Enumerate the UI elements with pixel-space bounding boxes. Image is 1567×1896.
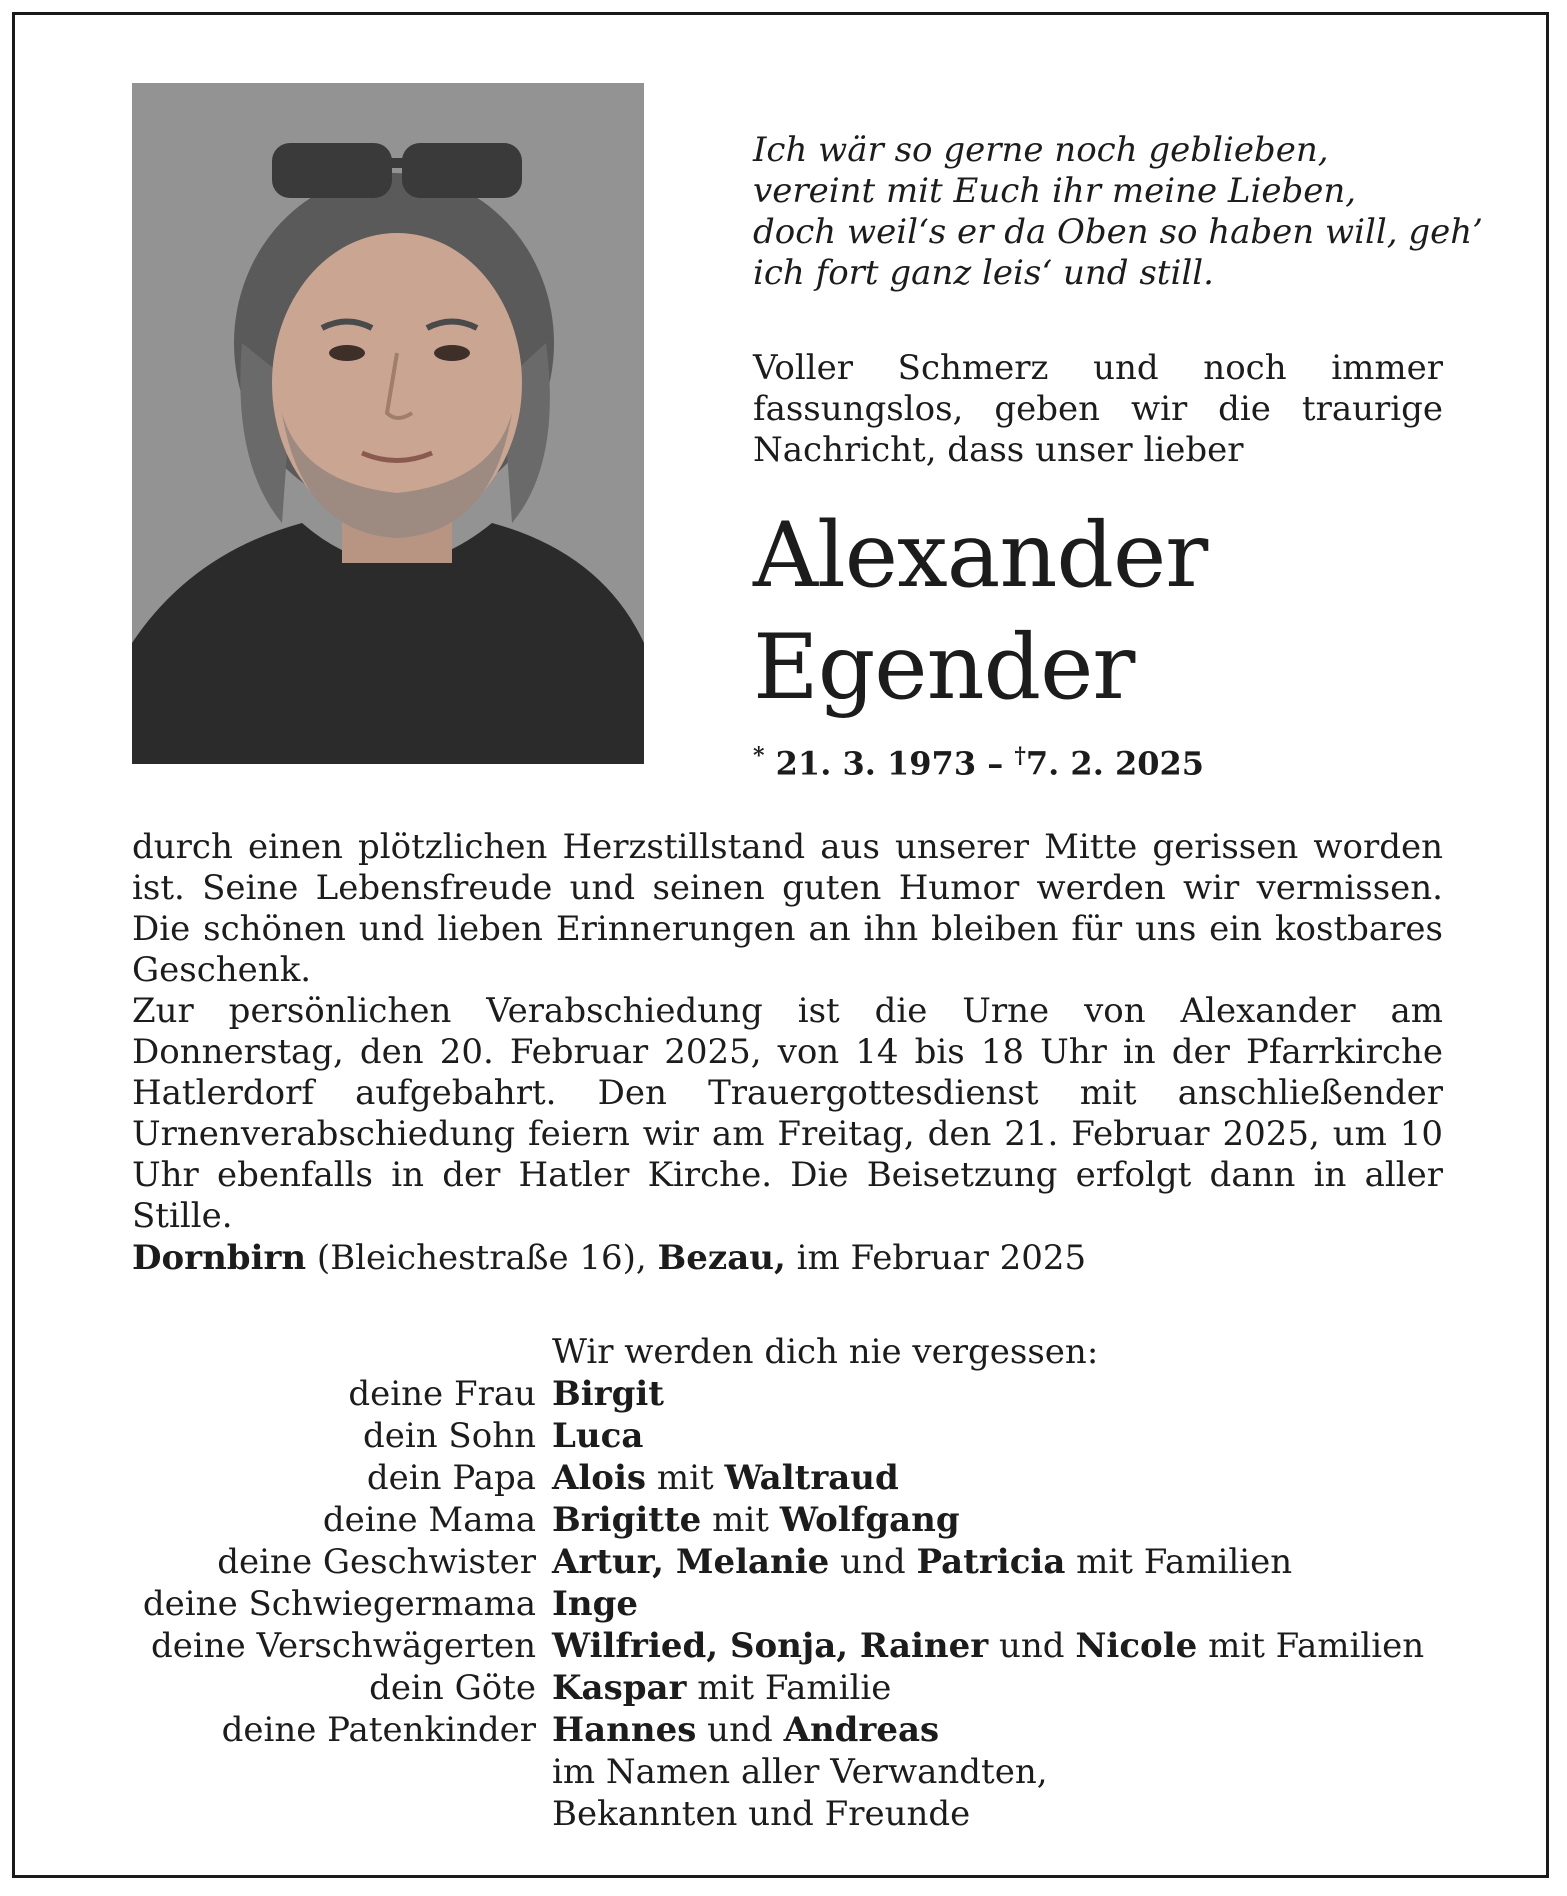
first-name: Alexander — [753, 503, 1208, 608]
poem-line: Ich wär so gerne noch geblieben, — [753, 130, 1329, 170]
closing-row — [132, 1751, 1452, 1793]
family-row — [132, 1709, 1452, 1751]
death-symbol: † — [1014, 743, 1026, 769]
birth-symbol: * — [753, 743, 765, 769]
intro-text: Voller Schmerz und noch immer fassungslos, geben wir die traurige Nachricht, dass unser lieber — [753, 348, 1443, 470]
family-row — [132, 1625, 1452, 1667]
portrait-photo — [132, 83, 644, 764]
poem — [753, 130, 1483, 294]
family-heading: Wir werden dich nie vergessen: — [552, 1332, 1099, 1372]
relation-label: dein Göte — [369, 1668, 536, 1708]
deceased-name — [753, 500, 1207, 724]
family-name: Birgit — [552, 1374, 664, 1414]
life-dates — [753, 743, 1204, 783]
poem-line: vereint mit Euch ihr meine Lieben, — [753, 171, 1357, 211]
family-name: Wolfgang — [779, 1500, 960, 1540]
family-name: Kaspar — [552, 1668, 687, 1708]
closing-line: Bekannten und Freunde — [552, 1794, 971, 1834]
closing-row — [132, 1793, 1452, 1835]
body-paragraph-2: Zur persönlichen Verabschiedung ist die Urne von Alexander am Donnerstag, den 20. Februar 2025, von 14 bis 18 Uhr in der Pfarrkirche Hatlerdorf aufgebahrt. Den Trauergottesdienst mit anschließender Urnenverabschiedung feiern wir am Freitag, den 21. Februar 2025, um 10 Uhr ebenfalls in der Hatler Kirche. Die Beisetzung erfolgt dann in aller Stille. — [132, 991, 1443, 1236]
family-row — [132, 1667, 1452, 1709]
connector-text: mit Familien — [1197, 1626, 1425, 1666]
address: (Bleichestraße 16), — [306, 1238, 658, 1278]
family-name: Artur, Melanie — [552, 1542, 830, 1582]
family-row — [132, 1541, 1452, 1583]
connector-text: mit — [646, 1458, 725, 1498]
poem-line: doch weil‘s er da Oben so haben will, geh’ — [753, 212, 1483, 252]
relation-label: deine Patenkinder — [221, 1710, 536, 1750]
body-text — [132, 827, 1443, 1237]
connector-text: und — [988, 1626, 1076, 1666]
connector-text: mit Familien — [1065, 1542, 1293, 1582]
poem-line: ich fort ganz leis‘ und still. — [753, 253, 1214, 293]
relation-label: deine Verschwägerten — [151, 1626, 536, 1666]
date-separator: – — [976, 744, 1015, 783]
family-name: Alois — [552, 1458, 647, 1498]
family-name: Luca — [552, 1416, 644, 1456]
portrait-illustration — [132, 83, 644, 764]
birth-date: 21. 3. 1973 — [775, 744, 977, 783]
place-date-line — [132, 1238, 1086, 1279]
family-heading-row — [132, 1331, 1452, 1373]
body-paragraph-1: durch einen plötzlichen Herzstillstand aus unserer Mitte gerissen worden ist. Seine Lebensfreude und seinen guten Humor werden wir vermissen. Die schönen und lieben Erinnerungen an ihn bleiben für uns ein kostbares Geschenk. — [132, 827, 1443, 990]
family-row — [132, 1415, 1452, 1457]
family-row — [132, 1499, 1452, 1541]
relation-label: deine Schwiegermama — [142, 1584, 536, 1624]
relation-label: deine Mama — [322, 1500, 536, 1540]
last-name: Egender — [753, 615, 1135, 720]
family-list — [132, 1331, 1452, 1835]
family-row — [132, 1373, 1452, 1415]
family-row — [132, 1457, 1452, 1499]
family-name: Inge — [552, 1584, 639, 1624]
obituary-page — [12, 12, 1549, 1878]
family-row — [132, 1583, 1452, 1625]
relation-label: dein Papa — [366, 1458, 536, 1498]
closing-line: im Namen aller Verwandten, — [552, 1752, 1048, 1792]
family-name: Patricia — [916, 1542, 1066, 1582]
death-date: 7. 2. 2025 — [1025, 744, 1205, 783]
city-bezau: Bezau, — [657, 1238, 786, 1278]
connector-text: und — [696, 1710, 784, 1750]
city-dornbirn: Dornbirn — [132, 1238, 307, 1278]
place-date: im Februar 2025 — [785, 1238, 1087, 1278]
relation-label: deine Geschwister — [217, 1542, 536, 1582]
family-name: Andreas — [783, 1710, 940, 1750]
family-name: Brigitte — [552, 1500, 702, 1540]
connector-text: mit Familie — [686, 1668, 892, 1708]
connector-text: und — [829, 1542, 917, 1582]
family-name: Waltraud — [724, 1458, 899, 1498]
connector-text: mit — [701, 1500, 780, 1540]
family-name: Hannes — [552, 1710, 697, 1750]
relation-label: dein Sohn — [362, 1416, 536, 1456]
family-name: Nicole — [1075, 1626, 1198, 1666]
relation-label: deine Frau — [348, 1374, 536, 1414]
family-name: Wilfried, Sonja, Rainer — [552, 1626, 989, 1666]
